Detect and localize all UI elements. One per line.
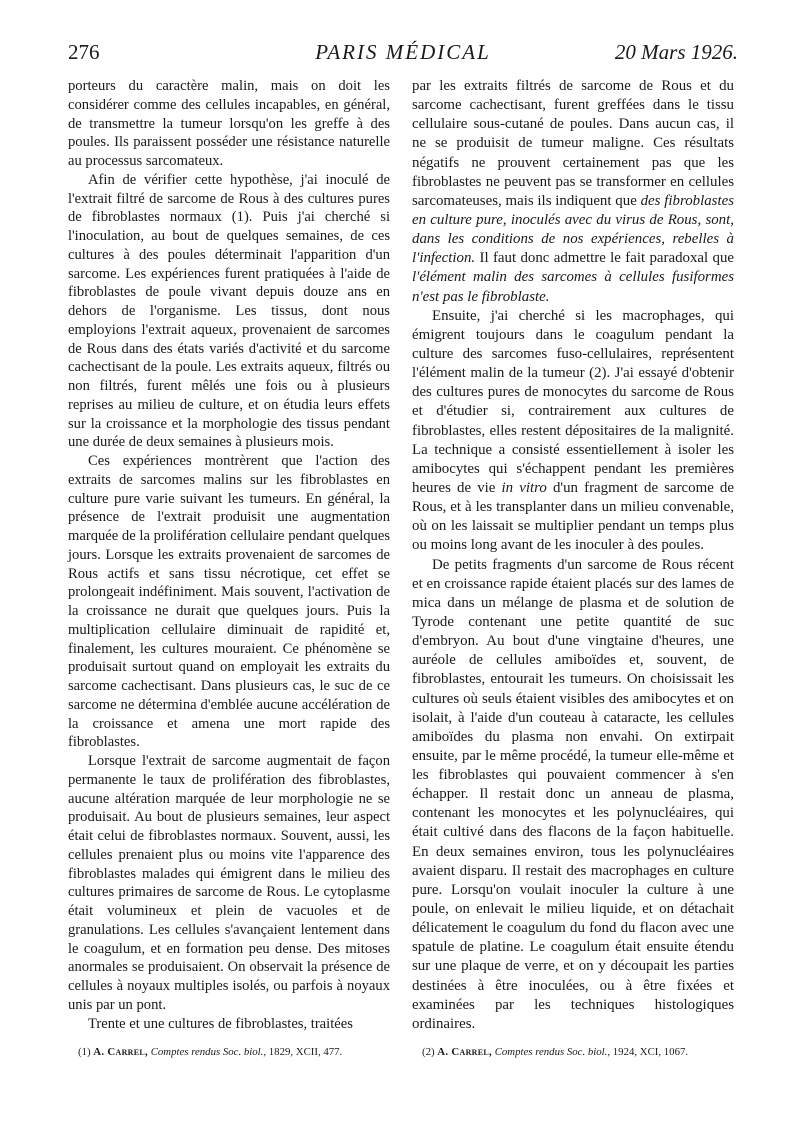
italic-run: l'élément malin des sarcomes à cellules fusiformes n'est pas le fibroblaste. (412, 269, 734, 305)
italic-run: des fibroblastes en culture pure, inoculés avec du virus de Rous, sont, dans les conditions de nos expériences, rebelles à l'infection. (412, 192, 734, 267)
paragraph: Trente et une cultures de fibroblastes, traitées (88, 1015, 353, 1032)
footnote-author: A. Carrel, (437, 1046, 492, 1058)
text-run: Il faut donc admettre le fait paradoxal que (475, 250, 734, 267)
right-column (412, 77, 734, 1034)
paragraph: Ces expériences montrèrent que l'action des extraits de sarcomes malins sur les fibroblastes en culture pure varie suivant les tumeurs. En général, la présence de l'extrait produisit une augmentation marquée de la prolifération cellulaire pendant quelques jours. Lorsque les extraits provenaient de sarcomes de Rous actifs et sans tissu nécrotique, cet effet se prolongeait indéfiniment. Mais souvent, l'activation de la croissance ne durait que quelques jours. Puis la multiplication cellulaire diminuait de rapidité et, finalement, les cultures mouraient. Ce phénomène se produisait surtout quand on employait les extraits du sarcome cachectisant. Dans plusieurs cas, le suc de ce sarcome ne détermina d'emblée aucune accélération de la croissance et amena une mort rapide des fibroblastes. (68, 453, 390, 751)
footnote-number: (2) (422, 1046, 435, 1058)
journal-title: PARIS MÉDICAL (315, 40, 491, 64)
footnote-number: (1) (78, 1046, 91, 1058)
text-run: par les extraits filtrés de sarcome de Rous et du sarcome cachectisant, furent greffées dans le tissu cellulaire sous-cutané de poules. Dans aucun cas, il ne se produisit de tumeur maligne. Ces résultats négatifs ne prouvent certainement pas que les fibroblastes ne peuvent pas se transformer en cellules sarcomateuses, mais ils indiquent que (412, 78, 734, 209)
issue-date: 20 Mars 1926. (614, 40, 738, 64)
text-run: d'un fragment de sarcome de Rous, et à les transplanter dans un milieu convenable, où on les laissait se multiplier pendant un temps plus ou moins long avant de les inoculer à des poules. (412, 479, 734, 554)
left-column (68, 77, 390, 1033)
page-header (68, 40, 738, 66)
paragraph (412, 307, 734, 556)
footnote-ref: 1924, XCI, 1067. (612, 1046, 689, 1058)
page-number: 276 (68, 40, 100, 64)
paragraph: porteurs du caractère malin, mais on doit les considérer comme des cellules incapables, en général, de transmettre la tumeur lorsqu'on les greffe à des poules. Ils paraissent posséder une résistance naturelle au processus sarcomateux. (68, 78, 390, 169)
italic-run: in vitro (501, 479, 547, 496)
footnote-2 (422, 1046, 744, 1059)
footnote-ref: 1829, XCII, 477. (268, 1046, 343, 1058)
footnote-journal: Comptes rendus Soc. biol., (150, 1046, 267, 1058)
footnote-1 (78, 1046, 400, 1059)
paragraph: Afin de vérifier cette hypothèse, j'ai inoculé de l'extrait filtré de sarcome de Rous à des cultures pures de fibroblastes normaux (1). Puis j'ai cherché si l'inoculation, au bout de quelques semaines, de ces cultures à des poules déterminait l'apparition d'un sarcome. Les expériences furent pratiquées à l'aide de fibroblastes de poule vivant depuis douze ans en dehors de l'organisme. Les tissus, dont nous employions l'extrait aqueux, provenaient de sarcomes de Rous dans des états variés d'activité et du sarcome cachectisant de la poule. Les extraits aqueux, filtrés ou non filtrés, furent mêlés une fois ou à plusieurs reprises au milieu de culture, et on étudia leurs effets sur la croissance et la morphologie des tissus pendant une durée de deux semaines à plusieurs mois. (68, 171, 390, 451)
paragraph: Lorsque l'extrait de sarcome augmentait de façon permanente le taux de prolifération des fibroblastes, aucune altération marquée de leur morphologie ne se produisait. Au bout de plusieurs semaines, leur aspect était celui de fibroblastes normaux. Souvent, aussi, les cellules prenaient plus ou moins vite l'apparence des fibroblastes malades qui émigrent dans le milieu des cultures primaires de sarcome de Rous. Le cytoplasme était volumineux et plein de vacuoles et de granulations. Les cellules s'avançaient lentement dans le coagulum, et en formation peu dense. Des mitoses anormales se produisaient. On observait la présence de cellules à noyaux multiples isolés, ou parfois à noyaux unis par un pont. (68, 753, 390, 1013)
paragraph: De petits fragments d'un sarcome de Rous récent et en croissance rapide étaient placés sur des lames de mica dans un mélange de plasma et de solution de Tyrode contenant une petite quantité de suc d'embryon. Au bout d'une vingtaine d'heures, une auréole de cellules amiboïdes et, souvent, de fibroblastes, entourait les tumeurs. On choisissait les cultures où seuls étaient visibles des amibocytes et on isolait, à l'aide d'un couteau à cataracte, les cellules amiboïdes du plasma non envahi. On extirpait ensuite, par le même procédé, la tumeur elle-même et les fibroblastes qui pouvaient commencer à s'en échapper. Il restait donc un anneau de plasma, contenant les monocytes et les polynucléaires, qui était cultivé dans des flacons de la façon habituelle. En deux semaines environ, tous les polynucléaires avaient disparu. Il restait des macrophages en culture pure. Lorsqu'on voulait inoculer la culture à une poule, on enlevait le milieu liquide, et on détachait délicatement le coagulum du fond du flacon avec une spatule de platine. Le coagulum était ensuite étendu sur une plaque de verre, et on y découpait les parties destinées à être inoculées, ou à être fixées et examinées par les techniques histologiques ordinaires. (412, 556, 734, 1032)
footnote-author: A. Carrel, (93, 1046, 148, 1058)
text-run: Ensuite, j'ai cherché si les macrophages, qui émigrent toujours dans le coagulum pendant la culture des sarcomes fuso-cellulaires, représentent l'élément malin de la tumeur (2). J'ai essayé d'obtenir des cultures pures de monocytes du sarcome de Rous et d'étudier si, contrairement aux cultures de fibroblastes, elles restent dépositaires de la malignité. La technique a consisté essentiellement à isoler les amibocytes qui s'échappent pendant les premières heures de vie (412, 307, 734, 496)
footnote-journal: Comptes rendus Soc. biol., (494, 1046, 611, 1058)
paragraph (412, 77, 734, 307)
